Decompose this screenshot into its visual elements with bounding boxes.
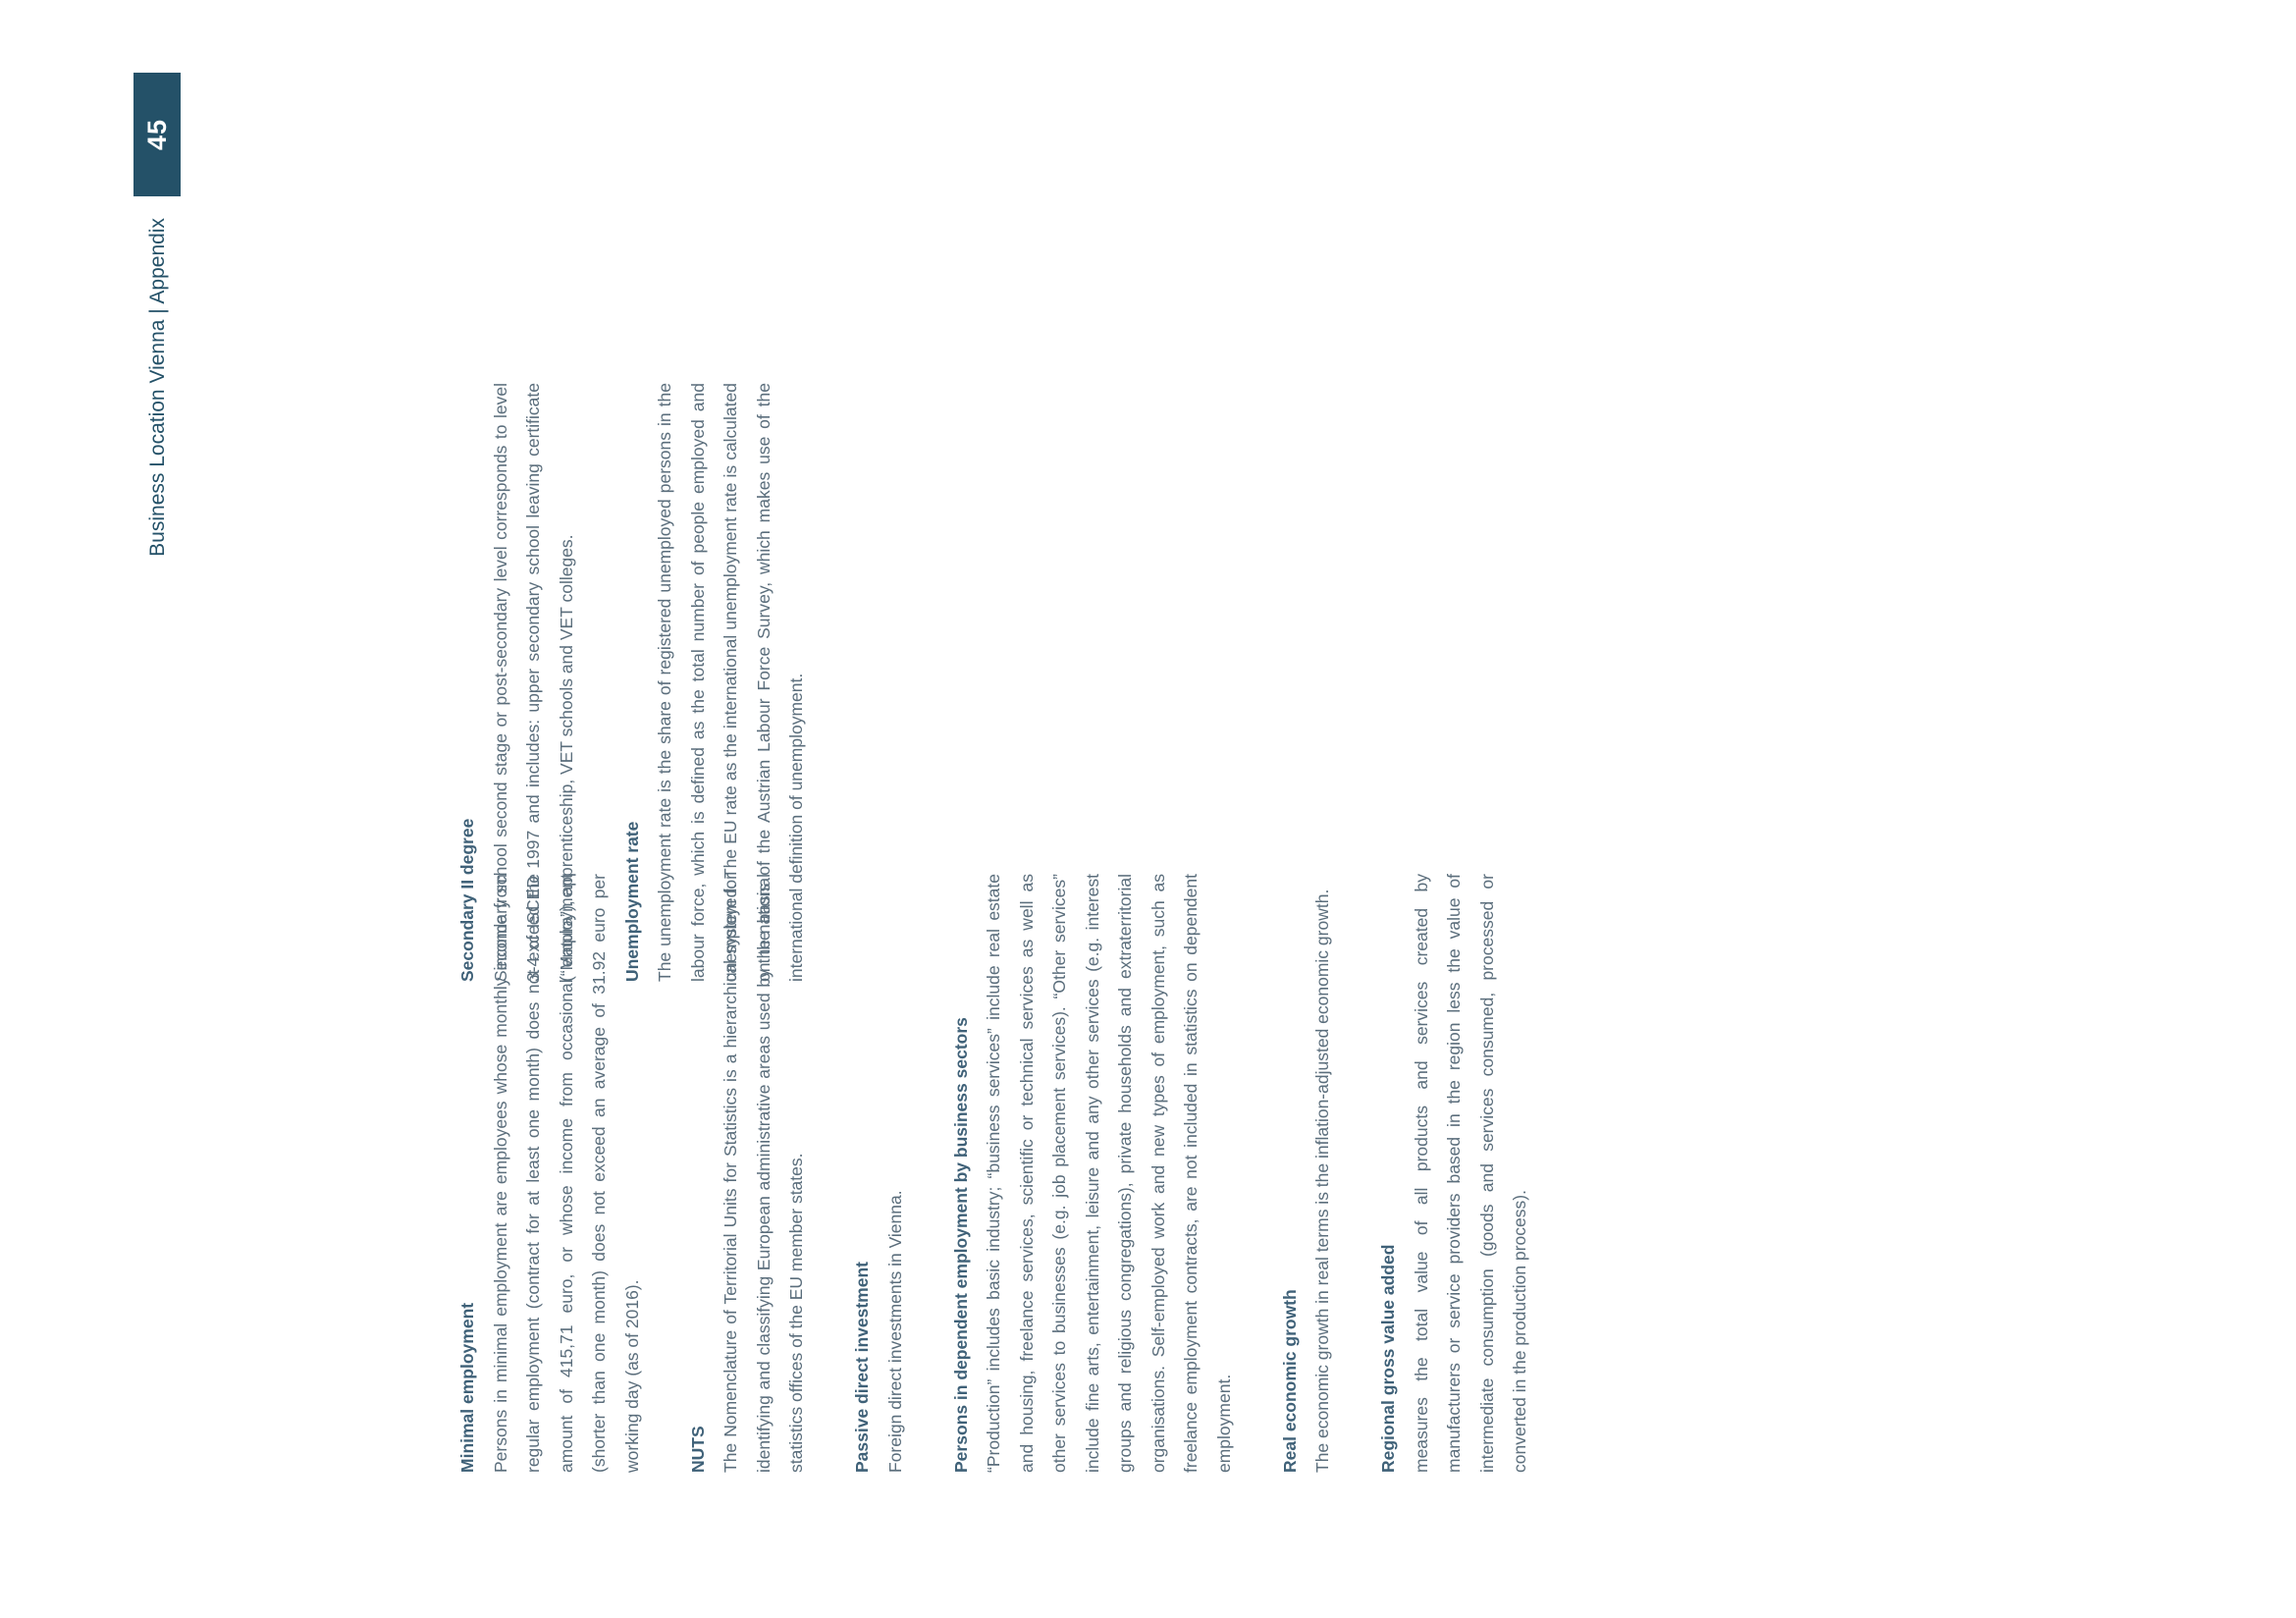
glossary-entry-persons-in-dependent-employment (945, 874, 1242, 1473)
glossary-definition: The Nomenclature of Territorial Units for Statistics is a hierarchical system for identifying and classifying European administrative areas used by the national statistics offices of the EU member states. (721, 874, 806, 1473)
glossary-column-2 (452, 383, 814, 982)
glossary-term: NUTS (687, 1426, 708, 1473)
glossary-definition: The unemployment rate is the share of registered unemployed persons in the labour force, which is defined as the total number of people employed and unemployed. The EU rate as the international unemployment rate is calculated on the basis of the Austrian Labour Force Survey, which makes use of the international definition of unemployment. (655, 383, 806, 982)
glossary-term: Passive direct investment (852, 1262, 872, 1473)
glossary-definition: Foreign direct investments in Vienna. (884, 1190, 905, 1473)
running-title-text: Business Location Vienna | Appendix (146, 218, 169, 557)
glossary-entry-regional-gross-value-added (1372, 874, 1537, 1473)
glossary-term: Persons in dependent employment by business sectors (950, 1017, 971, 1473)
glossary-term: Minimal employment (457, 1302, 477, 1473)
glossary-entry-passive-direct-investment (846, 874, 912, 1473)
glossary-definition: measures the total value of all products and services created by manufacturers or service providers based in the region less the value of intermediate consumption (goods and services consumed, processed or converted in the production process). (1411, 874, 1529, 1473)
glossary-term: Unemployment rate (621, 821, 642, 982)
glossary-term: Real economic growth (1279, 1289, 1300, 1473)
glossary-definition: The economic growth in real terms is the inflation-adjusted economic growth. (1312, 889, 1332, 1473)
glossary-entry-secondary-ii-degree (452, 383, 583, 982)
glossary-definition: Persons in minimal employment are employees whose monthly income from regular employment (contract for at least one month) does not exceed the amount of 415,71 euro, or whose income from occasional employment (shorter than one month) does not exceed an average of 31.92 euro per working day (as of 2016). (490, 874, 642, 1473)
glossary-definition: “Production” includes basic industry; “business services” include real estate and housing, freelance services, scientific or technical services as well as other services to businesses (e.g. job placement services). “Other services” include fine arts, entertainment, leisure and any other services (e.g. interest groups and religious congregations), private households and extraterritorial organisations. Self-employed work and new types of employment, such as freelance employment contracts, are not included in statistics on dependent employment. (984, 874, 1234, 1473)
glossary-entry-unemployment-rate (616, 383, 814, 982)
glossary-definition: Secondary school second stage or post-secondary level corresponds to level 3-4 of ISCED 1997 and includes: upper secondary school leaving certificate (“Matura”), apprenticeship, VET schools and VET colleges. (490, 383, 576, 982)
page-number: 45 (142, 118, 172, 151)
glossary-entry-real-economic-growth (1274, 874, 1340, 1473)
glossary-term: Regional gross value added (1378, 1244, 1398, 1473)
glossary-term: Secondary II degree (457, 818, 477, 982)
running-title (143, 218, 173, 605)
